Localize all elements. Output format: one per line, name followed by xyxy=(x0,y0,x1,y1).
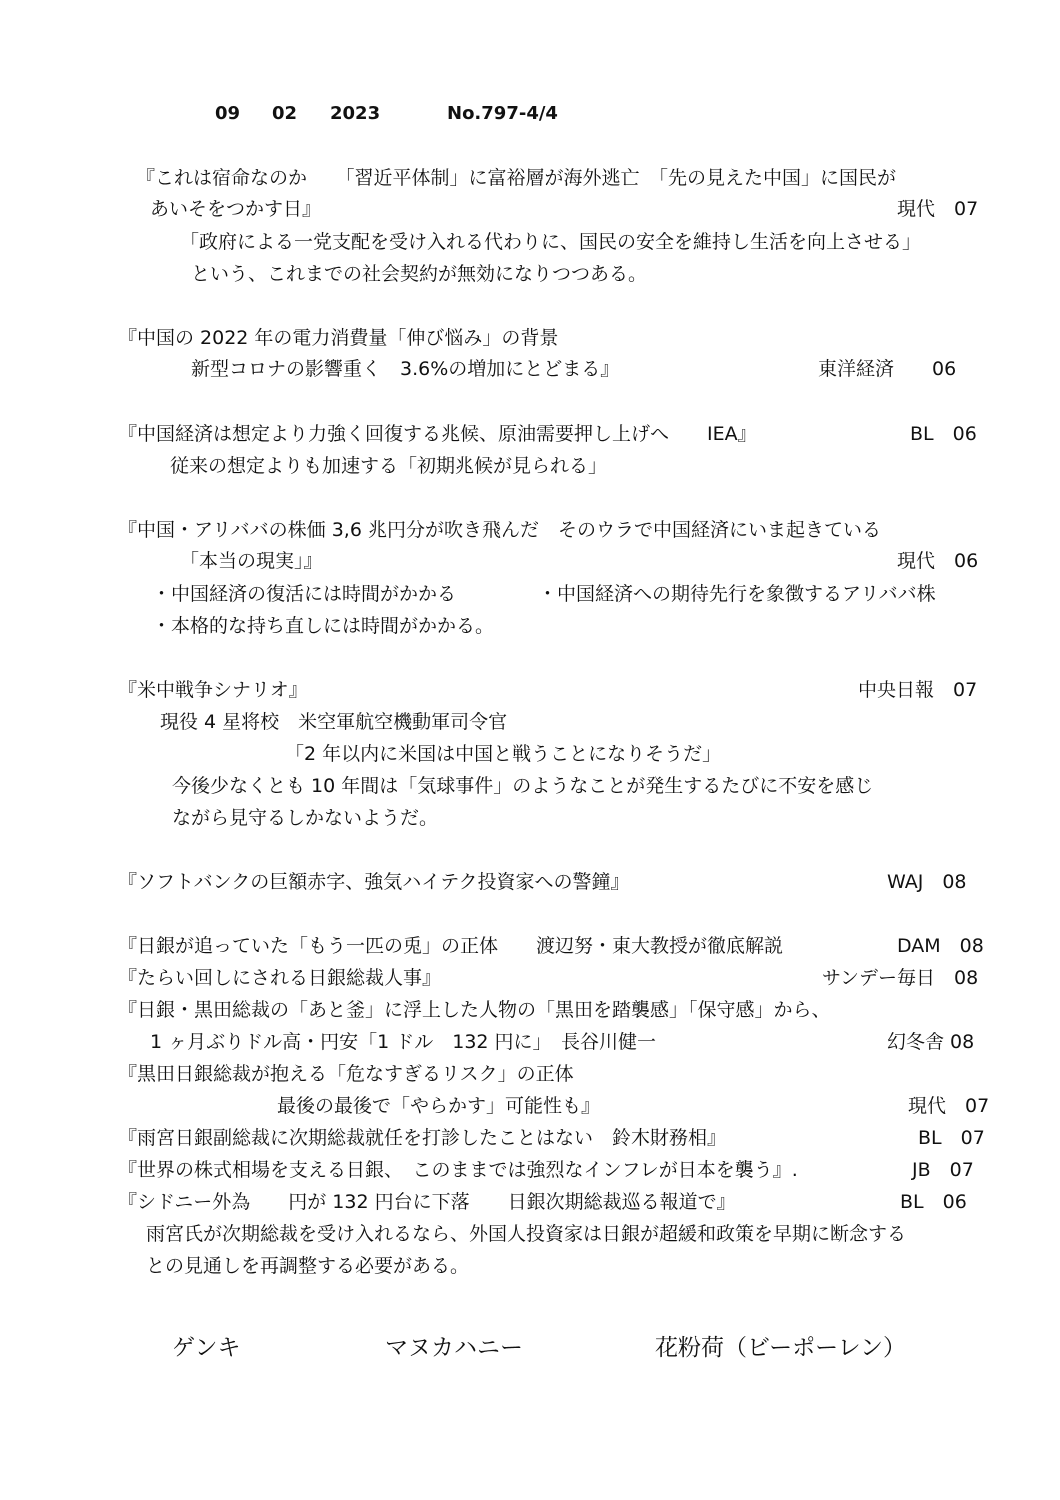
article-source: 東洋経済 06 xyxy=(818,358,957,380)
article-line: ・中国経済への期待先行を象徴するアリババ株 xyxy=(538,583,936,605)
article-line: 雨宮氏が次期総裁を受け入れるなら、外国人投資家は日銀が超緩和政策を早期に断念する xyxy=(146,1223,907,1245)
article-line: 「政府による一党支配を受け入れる代わりに、国民の安全を維持し生活を向上させる」 xyxy=(180,231,922,253)
article-source: 現代 07 xyxy=(908,1095,990,1117)
article-source: BL 06 xyxy=(900,1191,967,1213)
header-day: 02 xyxy=(272,103,298,124)
article-line: 『米中戦争シナリオ』 xyxy=(118,679,308,701)
article-line: 『雨宮日銀副総裁に次期総裁就任を打診したことはない 鈴木財務相』 xyxy=(118,1127,727,1149)
article-line: 『中国の 2022 年の電力消費量「伸び悩み」の背景 xyxy=(118,327,559,349)
article-source: 中央日報 07 xyxy=(858,679,978,701)
article-line: との見通しを再調整する必要がある。 xyxy=(146,1255,470,1277)
article-source: BL 07 xyxy=(918,1127,985,1149)
article-line: 現役 4 星将校 米空軍航空機動軍司令官 xyxy=(160,711,508,733)
article-line: 『シドニー外為 円が 132 円台に下落 日銀次期総裁巡る報道で』 xyxy=(118,1191,736,1213)
header-month: 09 xyxy=(215,103,241,124)
article-line: という、これまでの社会契約が無効になりつつある。 xyxy=(191,263,648,285)
article-line: 『黒田日銀総裁が抱える「危なすぎるリスク」の正体 xyxy=(118,1063,574,1085)
article-source: 幻冬舎 08 xyxy=(887,1031,975,1053)
article-line: 『日銀・黒田総裁の「あと釜」に浮上した人物の「黒田を踏襲感」「保守感」から、 xyxy=(118,999,831,1021)
footer-item-manuka-honey: マヌカハニー xyxy=(385,1335,523,1361)
article-line: 1 ヶ月ぶりドル高・円安「1 ドル 132 円に」 長谷川健一 xyxy=(150,1031,657,1053)
article-line: 『世界の株式相場を支える日銀、 このままでは強烈なインフレが日本を襲う』. xyxy=(118,1159,798,1181)
article-line: ・中国経済の復活には時間がかかる xyxy=(152,583,457,605)
article-line: 最後の最後で「やらかす」可能性も』 xyxy=(277,1095,601,1117)
article-line: 『日銀が追っていた「もう一匹の兎」の正体 渡辺努・東大教授が徹底解説 xyxy=(118,935,784,957)
footer-item-bee-pollen: 花粉荷（ビーポーレン） xyxy=(655,1335,907,1361)
article-source: DAM 08 xyxy=(897,935,984,957)
article-line: 『これは宿命なのか 「習近平体制」に富裕層が海外逃亡 「先の見えた中国」に国民が xyxy=(136,167,897,189)
article-line: 従来の想定よりも加速する「初期兆候が見られる」 xyxy=(170,455,608,477)
article-source: JB 07 xyxy=(912,1159,974,1181)
article-line: ながら見守るしかないようだ。 xyxy=(172,807,439,829)
article-line: 『ソフトバンクの巨額赤字、強気ハイテク投資家への警鐘』 xyxy=(118,871,630,893)
article-line: 『たらい回しにされる日銀総裁人事』 xyxy=(118,967,442,989)
article-line: 新型コロナの影響重く 3.6%の増加にとどまる』 xyxy=(191,358,620,380)
article-source: WAJ 08 xyxy=(887,871,967,893)
article-line: 『中国・アリババの株価 3,6 兆円分が吹き飛んだ そのウラで中国経済にいま起きている xyxy=(118,519,881,541)
article-line: ・本格的な持ち直しには時間がかかる。 xyxy=(152,615,495,637)
footer-item-genki: ゲンキ xyxy=(172,1335,241,1361)
article-source: 現代 07 xyxy=(897,198,979,220)
article-source: 現代 06 xyxy=(897,550,979,572)
article-source: サンデー毎日 08 xyxy=(822,967,979,989)
article-source: BL 06 xyxy=(910,423,977,445)
article-line: 「2 年以内に米国は中国と戦うことになりそうだ」 xyxy=(285,743,722,765)
header-number: No.797-4/4 xyxy=(447,103,558,124)
article-line: 『中国経済は想定より力強く回復する兆候、原油需要押し上げへ IEA』 xyxy=(118,423,757,445)
header-year: 2023 xyxy=(330,103,381,124)
article-line: 今後少なくとも 10 年間は「気球事件」のようなことが発生するたびに不安を感じ xyxy=(172,775,874,797)
article-line: あいそをつかす日』 xyxy=(150,198,322,220)
article-line: 「本当の現実」』 xyxy=(180,550,323,572)
